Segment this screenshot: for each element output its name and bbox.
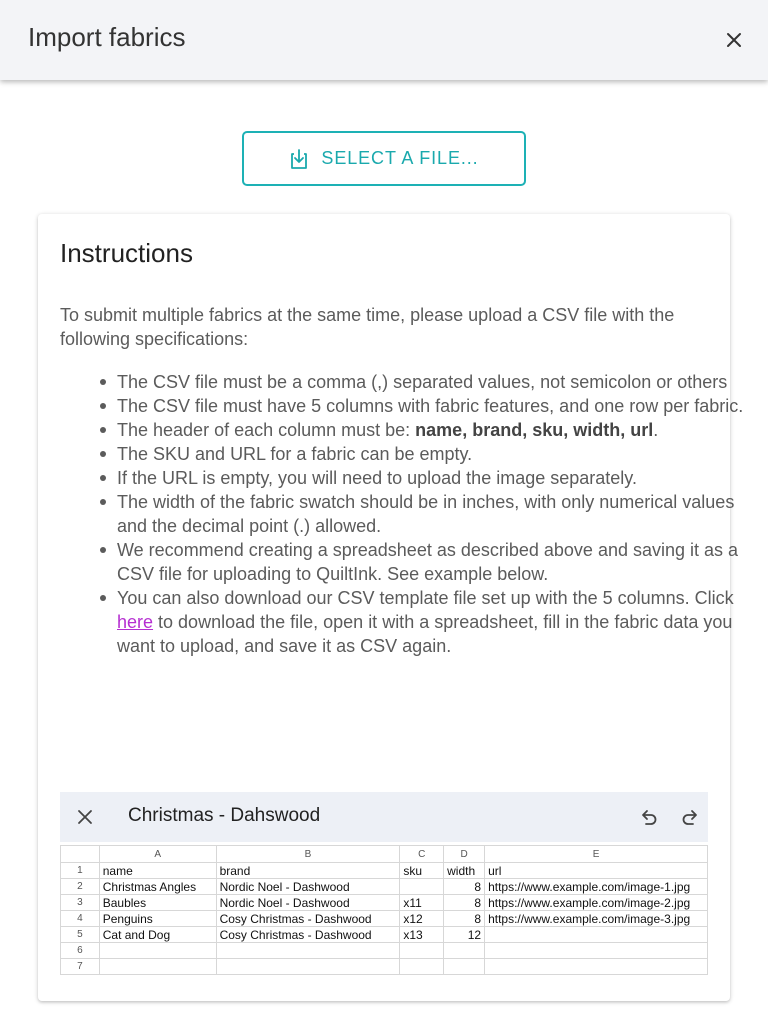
row-number: 1 xyxy=(61,863,100,879)
table-cell xyxy=(444,943,485,959)
table-cell: Nordic Noel - Dashwood xyxy=(216,879,400,895)
header-rule-suffix: . xyxy=(653,420,659,440)
list-item xyxy=(117,586,767,658)
rules-list xyxy=(60,370,767,658)
table-cell: Penguins xyxy=(99,911,216,927)
select-file-label: SELECT A FILE... xyxy=(321,148,479,168)
close-button[interactable] xyxy=(718,24,750,56)
table-cell: x11 xyxy=(400,895,444,911)
table-cell: https://www.example.com/image-3.jpg xyxy=(485,911,708,927)
table-cell: x12 xyxy=(400,911,444,927)
table-cell xyxy=(400,959,444,975)
column-header-row xyxy=(61,846,708,863)
table-cell xyxy=(216,943,400,959)
table-cell: 8 xyxy=(444,911,485,927)
column-letter: E xyxy=(485,846,708,863)
table-cell: https://www.example.com/image-2.jpg xyxy=(485,895,708,911)
column-letter: A xyxy=(99,846,216,863)
dialog-title: Import fabrics xyxy=(28,22,186,52)
table-cell: x13 xyxy=(400,927,444,943)
table-cell: 12 xyxy=(444,927,485,943)
table-cell xyxy=(99,943,216,959)
instructions-intro: To submit multiple fabrics at the same time, please upload a CSV file with the following specifications: xyxy=(60,305,675,349)
spreadsheet-title: Christmas - Dahswood xyxy=(128,805,321,826)
example-spreadsheet xyxy=(60,792,708,977)
instructions-title: Instructions xyxy=(60,238,193,268)
row-number: 6 xyxy=(61,943,100,959)
table-cell xyxy=(485,959,708,975)
download-template-link[interactable]: here xyxy=(117,612,154,632)
table-cell xyxy=(485,927,708,943)
table-cell: https://www.example.com/image-1.jpg xyxy=(485,879,708,895)
table-cell: Nordic Noel - Dashwood xyxy=(216,895,400,911)
download-file-icon xyxy=(289,148,309,170)
table-cell xyxy=(485,943,708,959)
template-rule-prefix: You can also download our CSV template file set up with the 5 columns. Click xyxy=(117,588,734,608)
table-row xyxy=(61,911,708,927)
table-row xyxy=(61,943,708,959)
corner-cell xyxy=(61,846,100,863)
table-cell xyxy=(99,959,216,975)
table-cell: 8 xyxy=(444,895,485,911)
template-rule-suffix: to download the file, open it with a spreadsheet, fill in the fabric data you want to upload, and save it as CSV again. xyxy=(117,612,733,656)
column-letter: B xyxy=(216,846,400,863)
table-cell: Christmas Angles xyxy=(99,879,216,895)
close-icon xyxy=(74,806,96,828)
table-row xyxy=(61,927,708,943)
table-row xyxy=(61,863,708,879)
table-cell: Cosy Christmas - Dashwood xyxy=(216,911,400,927)
list-item: If the URL is empty, you will need to upload the image separately. xyxy=(117,466,767,490)
header-rule-prefix: The header of each column must be: xyxy=(117,420,416,440)
column-letter: C xyxy=(400,846,444,863)
table-row xyxy=(61,879,708,895)
spreadsheet-toolbar xyxy=(60,792,708,842)
table-cell: url xyxy=(485,863,708,879)
list-item xyxy=(117,418,767,442)
table-cell xyxy=(400,943,444,959)
table-cell: width xyxy=(444,863,485,879)
list-item: The CSV file must have 5 columns with fabric features, and one row per fabric. xyxy=(117,394,767,418)
table-cell: Cat and Dog xyxy=(99,927,216,943)
spreadsheet-grid xyxy=(60,845,708,975)
table-row xyxy=(61,959,708,975)
table-cell: brand xyxy=(216,863,400,879)
table-cell: Cosy Christmas - Dashwood xyxy=(216,927,400,943)
list-item: The width of the fabric swatch should be in inches, with only numerical values and the decimal point (.) allowed. xyxy=(117,490,767,538)
list-item: We recommend creating a spreadsheet as described above and saving it as a CSV file for uploading to QuiltInk. See example below. xyxy=(117,538,767,586)
close-icon xyxy=(726,32,742,48)
row-number: 2 xyxy=(61,879,100,895)
row-number: 3 xyxy=(61,895,100,911)
table-cell: Baubles xyxy=(99,895,216,911)
table-cell xyxy=(400,879,444,895)
row-number: 7 xyxy=(61,959,100,975)
dialog-header xyxy=(0,0,768,80)
instructions-card xyxy=(38,214,744,1001)
list-item: The CSV file must be a comma (,) separated values, not semicolon or others xyxy=(117,370,767,394)
row-number: 5 xyxy=(61,927,100,943)
row-number: 4 xyxy=(61,911,100,927)
table-cell: name xyxy=(99,863,216,879)
table-cell xyxy=(444,959,485,975)
redo-icon xyxy=(679,806,701,828)
table-cell xyxy=(216,959,400,975)
select-file-button[interactable] xyxy=(242,131,526,186)
header-rule-columns: name, brand, sku, width, url xyxy=(415,420,654,440)
table-cell: sku xyxy=(400,863,444,879)
column-letter: D xyxy=(444,846,485,863)
table-row xyxy=(61,895,708,911)
list-item: The SKU and URL for a fabric can be empty. xyxy=(117,442,767,466)
undo-icon xyxy=(638,806,660,828)
table-cell: 8 xyxy=(444,879,485,895)
